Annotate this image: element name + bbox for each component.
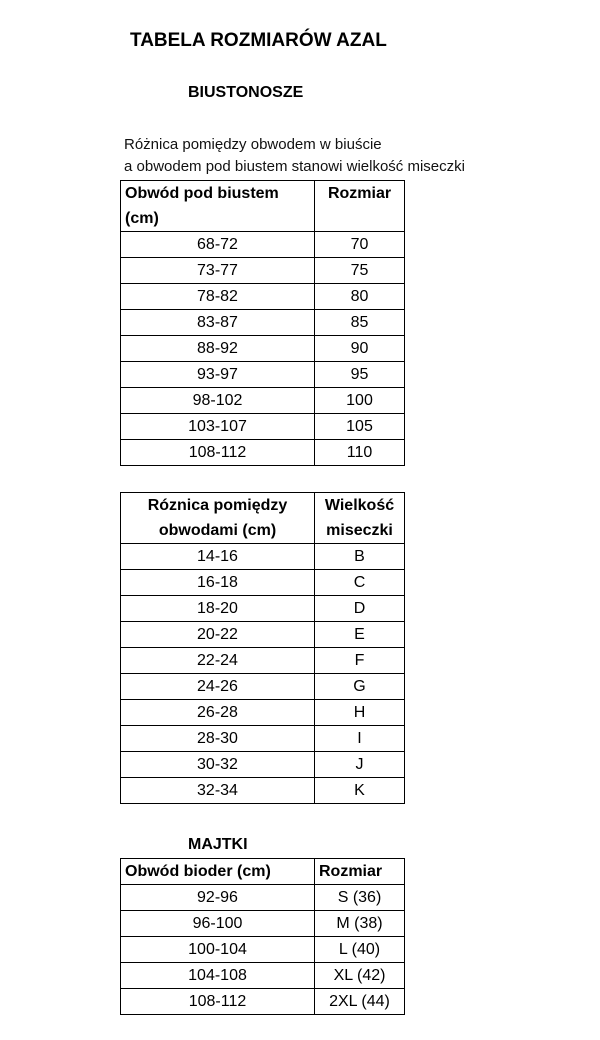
band-range-cell: 108-112: [121, 440, 315, 466]
band-size-cell: 105: [315, 414, 405, 440]
hip-range-cell: 92-96: [121, 885, 315, 911]
table-row: [121, 362, 405, 388]
table-row: [121, 648, 405, 674]
table-row: [121, 674, 405, 700]
band-size-cell: 85: [315, 310, 405, 336]
hip-range-cell: 108-112: [121, 989, 315, 1015]
cup-size-cell: F: [315, 648, 405, 674]
note-line-1: Różnica pomiędzy obwodem w biuście: [124, 136, 382, 153]
cup-table-header-difference: Róznica pomiędzy: [121, 493, 315, 519]
band-table-header-circumference: Obwód pod biustem: [121, 181, 315, 207]
band-size-cell: 70: [315, 232, 405, 258]
hip-size-cell: XL (42): [315, 963, 405, 989]
table-row: [121, 596, 405, 622]
table-row: [121, 885, 405, 911]
difference-range-cell: 22-24: [121, 648, 315, 674]
cup-size-cell: C: [315, 570, 405, 596]
band-range-cell: 68-72: [121, 232, 315, 258]
table-row: [121, 622, 405, 648]
section-title-bras: BIUSTONOSZE: [188, 84, 304, 101]
cup-table-header-difference-unit: obwodami (cm): [121, 518, 315, 544]
table-row: [121, 440, 405, 466]
band-size-cell: 110: [315, 440, 405, 466]
table-row: [121, 700, 405, 726]
table-row: [121, 778, 405, 804]
cup-size-cell: J: [315, 752, 405, 778]
hip-size-cell: 2XL (44): [315, 989, 405, 1015]
band-size-cell: 90: [315, 336, 405, 362]
band-range-cell: 78-82: [121, 284, 315, 310]
cup-size-cell: G: [315, 674, 405, 700]
band-table-header-empty: [315, 206, 405, 232]
band-table-header-unit: (cm): [121, 206, 315, 232]
band-size-cell: 80: [315, 284, 405, 310]
band-size-table: [120, 180, 405, 466]
band-range-cell: 103-107: [121, 414, 315, 440]
table-row: [121, 232, 405, 258]
table-row: [121, 544, 405, 570]
cup-size-cell: I: [315, 726, 405, 752]
cup-size-cell: D: [315, 596, 405, 622]
hip-range-cell: 104-108: [121, 963, 315, 989]
band-table-header-size: Rozmiar: [315, 181, 405, 207]
difference-range-cell: 26-28: [121, 700, 315, 726]
band-size-cell: 75: [315, 258, 405, 284]
hip-range-cell: 96-100: [121, 911, 315, 937]
table-row: [121, 989, 405, 1015]
difference-range-cell: 28-30: [121, 726, 315, 752]
table-row: [121, 911, 405, 937]
hip-table-header-circumference: Obwód bioder (cm): [121, 859, 315, 885]
hip-size-cell: L (40): [315, 937, 405, 963]
difference-range-cell: 32-34: [121, 778, 315, 804]
page-title: TABELA ROZMIARÓW AZAL: [130, 30, 387, 51]
difference-range-cell: 14-16: [121, 544, 315, 570]
band-range-cell: 98-102: [121, 388, 315, 414]
table-row: [121, 284, 405, 310]
band-size-cell: 95: [315, 362, 405, 388]
table-row: [121, 937, 405, 963]
cup-size-cell: B: [315, 544, 405, 570]
band-size-cell: 100: [315, 388, 405, 414]
difference-range-cell: 20-22: [121, 622, 315, 648]
band-range-cell: 73-77: [121, 258, 315, 284]
cup-table-header-cup-line2: miseczki: [315, 518, 405, 544]
hip-size-cell: S (36): [315, 885, 405, 911]
cup-size-table: [120, 492, 405, 804]
table-row: [121, 336, 405, 362]
table-row: [121, 310, 405, 336]
cup-size-cell: E: [315, 622, 405, 648]
cup-table-header-cup: Wielkość: [315, 493, 405, 519]
table-row: [121, 388, 405, 414]
table-row: [121, 752, 405, 778]
band-range-cell: 83-87: [121, 310, 315, 336]
difference-range-cell: 24-26: [121, 674, 315, 700]
hip-size-cell: M (38): [315, 911, 405, 937]
difference-range-cell: 18-20: [121, 596, 315, 622]
cup-size-cell: H: [315, 700, 405, 726]
band-range-cell: 93-97: [121, 362, 315, 388]
table-row: [121, 414, 405, 440]
table-row: [121, 258, 405, 284]
band-range-cell: 88-92: [121, 336, 315, 362]
difference-range-cell: 16-18: [121, 570, 315, 596]
note-line-2: a obwodem pod biustem stanowi wielkość miseczki: [124, 158, 465, 175]
hip-table-header-size: Rozmiar: [315, 859, 405, 885]
cup-size-cell: K: [315, 778, 405, 804]
hip-size-table: [120, 858, 405, 1015]
difference-range-cell: 30-32: [121, 752, 315, 778]
table-row: [121, 963, 405, 989]
hip-range-cell: 100-104: [121, 937, 315, 963]
table-row: [121, 726, 405, 752]
section-title-panties: MAJTKI: [188, 836, 248, 853]
table-row: [121, 570, 405, 596]
